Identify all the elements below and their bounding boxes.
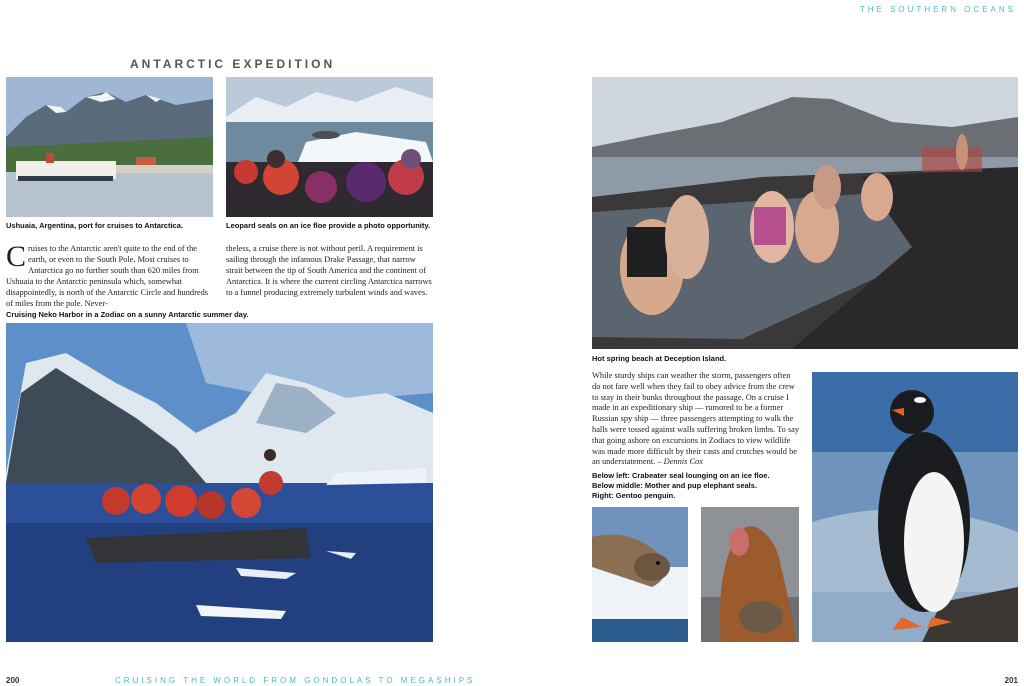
drop-cap: C [6,240,27,273]
article-text-right: While sturdy ships can weather the storm, passengers often do not fare well when they fail to obey advice from the crew to stay in their bunks throughout the passage. On a cruise I made in an expeditionary ship — rumored to be a former Russian spy ship — three passengers attempting to walk the halls were tossed against walls suffering broken limbs. To say that going ashore on excursions in Zodiacs to view wildlife was made more difficult by their casts and crutches would be an understatement. [592,371,800,467]
caption-ushuaia: Ushuaia, Argentina, port for cruises to Antarctica. [6,221,183,230]
section-title: ANTARCTIC EXPEDITION [130,57,336,71]
author-signature: – Dennis Cox [657,457,703,467]
article-column-2 [226,243,433,298]
page-number-left: 200 [6,676,20,685]
article-right-column [592,371,800,468]
article-column-1 [6,240,215,309]
article-text-col2: theless, a cruise there is not without peril. A requirement is sailing through the infamous Drake Passage, that narrow strait between the tip of South America and the continent of Antarctica. It is where the current circling Antarctica narrows to a funnel producing extremely turbulent winds and waves. [226,244,432,297]
hot-spring-beach-photo [592,77,1018,349]
elephant-seals-photo [701,507,799,642]
caption-below-left: Below left: Crabeater seal lounging on an ice floe. [592,471,770,480]
page-number-right: 201 [1004,676,1018,685]
caption-neko-harbor: Cruising Neko Harbor in a Zodiac on a sunny Antarctic summer day. [6,310,249,319]
neko-harbor-photo [6,323,433,642]
ushuaia-photo [6,77,213,217]
leopard-seals-photo [226,77,433,217]
running-foot-left: CRUISING THE WORLD FROM GONDOLAS TO MEGASHIPS [115,676,476,685]
caption-right-penguin: Right: Gentoo penguin. [592,491,676,500]
crabeater-seal-photo [592,507,688,642]
caption-below-middle: Below middle: Mother and pup elephant seals. [592,481,758,490]
gentoo-penguin-photo [812,372,1018,642]
running-head-right: THE SOUTHERN OCEANS [859,5,1016,14]
caption-hot-spring: Hot spring beach at Deception Island. [592,354,727,363]
article-text-col1: ruises to the Antarctic aren't quite to the end of the earth, or even to the South Pole. Most cruises to Antarctica go no further south than 620 miles from Ushuaia to the Antarctic peninsula which, somewhat disappointedly, is north of the Antarctic Circle and hundreds of miles from the pole. Never- [6,244,209,308]
caption-leopard-seals: Leopard seals on an ice floe provide a photo opportunity. [226,221,431,230]
